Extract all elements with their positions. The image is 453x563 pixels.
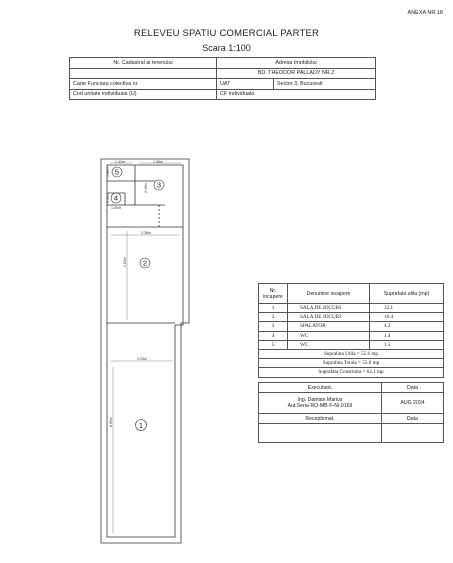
receptionat-label: Receptionat, (259, 414, 382, 424)
dim-label: 6.99m (109, 417, 113, 427)
row-name: SPALATOR (288, 322, 370, 331)
dim-label: 1.00m (106, 167, 110, 177)
col-area-header: Suprafata utila (mp) (370, 284, 444, 304)
uat-label: UAT (217, 79, 274, 90)
dim-label: 3.25m (137, 357, 147, 361)
address-label: Adresa Imobilului (217, 58, 376, 69)
executant-date: AUG 2024 (382, 393, 444, 414)
row-name: SALA DE JOCURI (288, 304, 370, 313)
table-row (259, 322, 444, 331)
dim-label: 1.98m (153, 160, 163, 164)
signature-table (258, 382, 444, 443)
row-nr: 5 (259, 340, 288, 349)
scale-label: Scara 1:100 (202, 43, 251, 53)
table-row (259, 331, 444, 340)
dim-label: 1.42m (115, 160, 125, 164)
col-name-header: Denumire incapere (288, 284, 370, 304)
dim-label: 2.15m (144, 183, 148, 193)
executant-label: Executant, (259, 383, 382, 393)
row-nr: 2 (259, 313, 288, 322)
inner-wall (107, 165, 183, 537)
engineer-authorization: Aut.Seria RO-MB-F-Nr.0169 (287, 403, 353, 409)
cadastral-label: Nr. Cadastral al terenului (70, 58, 217, 69)
row-name: WC (288, 331, 370, 340)
cf-label: CF individuala (217, 89, 376, 100)
row-area: 4.2 (370, 322, 444, 331)
room-2-label: 2 (142, 258, 148, 268)
row-name: SALA DE JOCURI (288, 313, 370, 322)
row-nr: 4 (259, 331, 288, 340)
outer-wall (101, 159, 189, 543)
room-3-label: 3 (156, 180, 162, 190)
useful-area: Suprafata Utila = 55.6 mp (259, 349, 444, 358)
executant-name (259, 393, 382, 414)
row-area: 16.4 (370, 313, 444, 322)
page-title: RELEVEU SPATIU COMERCIAL PARTER (133, 28, 320, 39)
row-nr: 1 (259, 304, 288, 313)
receptionat-date (382, 424, 444, 443)
row-area: 1.5 (370, 340, 444, 349)
date-label-2: Data (382, 414, 444, 424)
receptionat-signature (259, 424, 382, 443)
built-area: Suprafata Construita = 62.1 mp (259, 368, 444, 377)
room-5-label: 5 (114, 167, 120, 177)
annex-number: ANEXA NR.18 (407, 10, 443, 16)
floor-plan (95, 155, 195, 550)
dim-label: 0.95m (106, 193, 110, 203)
row-name: WC (288, 340, 370, 349)
rooms-table (258, 283, 444, 378)
uat-value: Sector 3, Bucuresti (274, 79, 376, 90)
row-nr: 3 (259, 322, 288, 331)
total-area: Suprafata Totala = 55.6 mp (259, 359, 444, 368)
room-4-label: 4 (113, 193, 119, 203)
engineer-name: Ing. Damian Marius (297, 397, 343, 403)
land-book-label: Carte Funciara colectiva nr. (70, 79, 217, 90)
row-area: 1.4 (370, 331, 444, 340)
dim-label: 3.38m (141, 231, 151, 235)
col-nr-header: Nr. incapere (259, 284, 288, 304)
date-label: Data (382, 383, 444, 393)
table-row (259, 304, 444, 313)
dim-label: 4.83m (123, 257, 127, 267)
cadastral-value (70, 68, 217, 79)
row-area: 32.1 (370, 304, 444, 313)
table-row (259, 313, 444, 322)
room-1-label: 1 (138, 420, 144, 430)
table-row (259, 340, 444, 349)
unit-code-label: Cod unitate individuala (U) (70, 89, 217, 100)
address-value: BD. THEODOR PALLADY NR.2 (217, 68, 376, 79)
property-header-table (69, 57, 376, 100)
dim-label: 1.50m (111, 206, 121, 210)
